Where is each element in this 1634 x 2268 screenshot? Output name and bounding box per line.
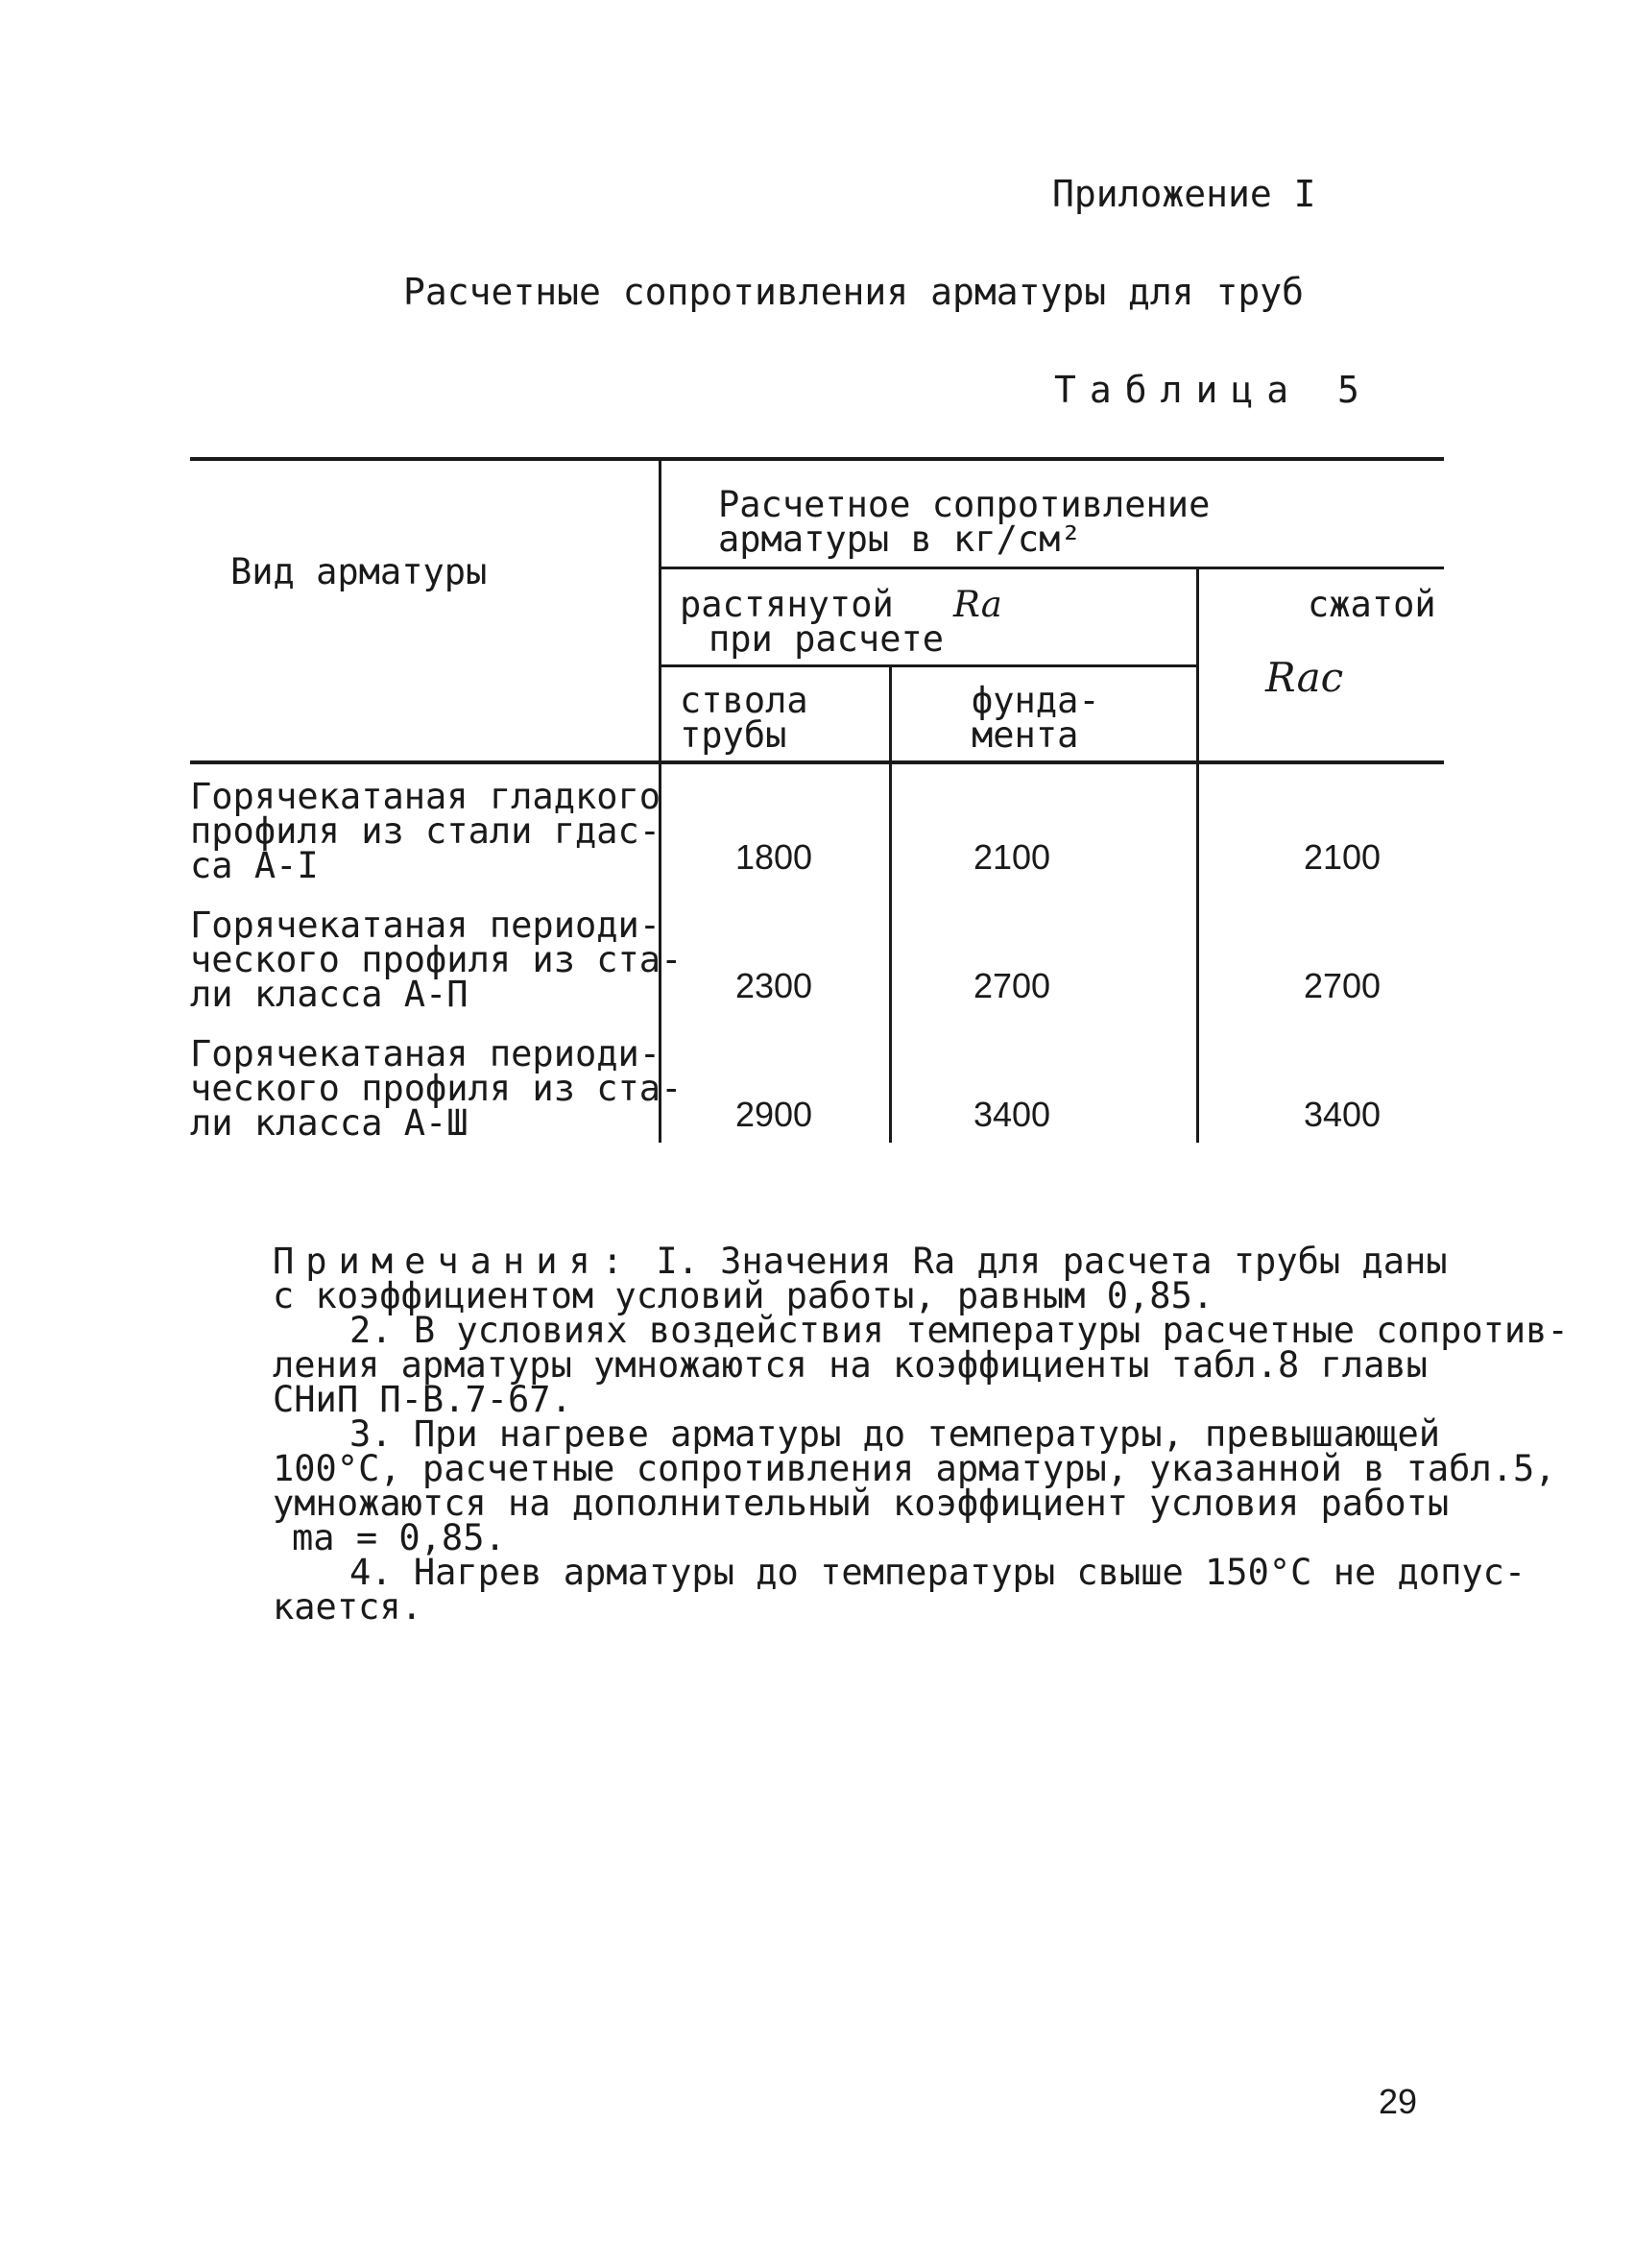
col-compression-header: сжатой <box>1308 584 1436 625</box>
cell-compression: 2700 <box>1303 966 1382 1005</box>
appendix-label: Приложение I <box>1052 173 1316 215</box>
table-number: Таблица 5 <box>1054 369 1373 411</box>
col-tension-header <box>680 584 1002 660</box>
col-foundation-header: фунда- мента <box>972 680 1100 756</box>
table-top-rule <box>190 457 1444 461</box>
row-name-line: ческого профиля из ста- <box>190 939 683 980</box>
col-compression-symbol: Rac <box>1265 654 1344 701</box>
row-name-line: Горячекатаная гладкого <box>190 776 661 817</box>
row-name-line: профиля из стали гдас- <box>190 810 661 852</box>
row-name <box>190 776 661 886</box>
row-name-line: ческого профиля из ста- <box>190 1068 683 1109</box>
cell-shaft: 1800 <box>734 837 813 877</box>
col-divider-3 <box>1196 568 1199 1143</box>
row-name-line: Горячекатаная периоди- <box>190 905 661 946</box>
col-shaft-header: ствола трубы <box>680 680 808 756</box>
col-tension-sub: при расчете <box>709 618 945 660</box>
note-text: 4. Нагрев арматуры до температуры свыше 150°С не допус- <box>349 1552 1526 1593</box>
header-bottom-rule <box>190 760 1444 764</box>
note-text: кается. <box>273 1586 422 1628</box>
note-text: 100°С, расчетные сопротивления арматуры, указанной в табл.5, <box>273 1448 1556 1489</box>
notes <box>273 1241 1569 1628</box>
notes-title: Примечания: <box>273 1241 636 1282</box>
cell-compression: 3400 <box>1303 1095 1382 1134</box>
table-caption: Расчетные сопротивления арматуры для труб <box>403 271 1304 313</box>
note-text: ma = 0,85. <box>292 1517 506 1558</box>
note-text: I. Значения Ra для расчета трубы даны <box>656 1241 1448 1282</box>
note-text: с коэффициентом условий работы, равным 0,85. <box>273 1275 1214 1316</box>
cell-compression: 2100 <box>1303 837 1382 877</box>
row-name-line: ли класса А-П <box>190 974 469 1015</box>
col-group-header <box>718 484 1390 560</box>
note-text: СНиП П-В.7-67. <box>273 1379 572 1420</box>
note-text: 3. При нагреве арматуры до температуры, превышающей <box>349 1413 1441 1455</box>
row-name-line: ли класса А-Ш <box>190 1102 469 1144</box>
col-tension-label: растянутой <box>680 584 894 625</box>
col-tension-symbol: Ra <box>953 584 1002 625</box>
notes-line <box>273 1241 1569 1282</box>
cell-shaft: 2300 <box>734 966 813 1005</box>
cell-foundation: 2100 <box>973 837 1051 877</box>
row-name-line: са А-I <box>190 845 319 886</box>
col-divider-2 <box>889 666 892 1143</box>
cell-foundation: 2700 <box>973 966 1051 1005</box>
group-rule <box>661 567 1444 569</box>
cell-foundation: 3400 <box>973 1095 1051 1134</box>
cell-shaft: 2900 <box>734 1095 813 1134</box>
row-name <box>190 905 683 1015</box>
note-text: 2. В условиях воздействия температуры расчетные сопротив- <box>349 1310 1569 1351</box>
note-text: умножаются на дополнительный коэффициент условия работы <box>273 1483 1450 1524</box>
col-group-label: Расчетное сопротивление арматуры в кг/см² <box>718 484 1211 560</box>
tension-rule <box>661 664 1198 667</box>
page-number: 29 <box>1379 2082 1418 2121</box>
row-name <box>190 1033 683 1144</box>
col-type-header: Вид арматуры <box>230 551 488 592</box>
note-text: ления арматуры умножаются на коэффициенты табл.8 главы <box>273 1344 1428 1386</box>
row-name-line: Горячекатаная периоди- <box>190 1033 661 1074</box>
